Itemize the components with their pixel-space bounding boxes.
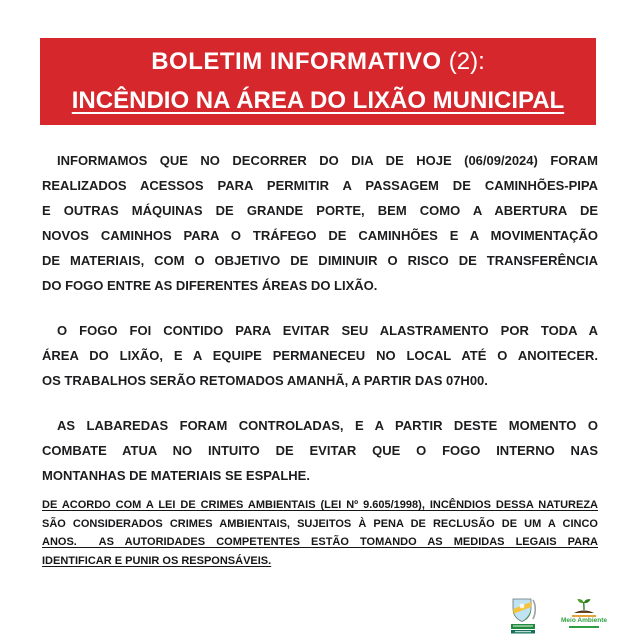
environment-logo — [561, 597, 607, 628]
sprout-icon — [571, 598, 597, 614]
body-line: OS TRABALHOS SERÃO RETOMADOS AMANHÃ, A PARTIR DAS 07H00. — [42, 373, 488, 388]
municipal-coat-of-arms-logo — [510, 597, 540, 634]
paragraph-1 — [42, 148, 598, 298]
legal-note — [42, 496, 598, 570]
body-line: DO FOGO ENTRE AS DIFERENTES ÁREAS DO LIXÃO. — [42, 278, 378, 293]
body-line: AS LABAREDAS FORAM CONTROLADAS, E A PARTIR DESTE MOMENTO O — [57, 418, 598, 433]
banner-title-main: BOLETIM INFORMATIVO — [151, 48, 442, 75]
legal-line: ANOS. AS AUTORIDADES COMPETENTES ESTÃO TOMANDO AS MEDIDAS LEGAIS PARA — [42, 536, 598, 548]
body-line: NOVOS CAMINHOS PARA O TRÁFEGO DE CAMINHÕES E A MOVIMENTAÇÃO — [42, 228, 598, 243]
body-line: E OUTRAS MÁQUINAS DE GRANDE PORTE, BEM COMO A ABERTURA DE — [42, 203, 598, 218]
legal-line: SÃO CONSIDERADOS CRIMES AMBIENTAIS, SUJEITOS À PENA DE RECLUSÃO DE UM A CINCO — [42, 517, 598, 530]
paragraph-2 — [42, 318, 598, 393]
paragraph-3 — [42, 413, 598, 488]
body-line: O FOGO FOI CONTIDO PARA EVITAR SEU ALASTRAMENTO POR TODA A — [57, 323, 598, 338]
footer-logos — [510, 597, 607, 634]
banner-title — [40, 43, 596, 81]
body-line: ÁREA DO LIXÃO, E A EQUIPE PERMANECEU NO LOCAL ATÉ O ANOITECER. — [42, 348, 598, 363]
banner-title-suffix: (2): — [448, 48, 485, 75]
banner-subtitle: INCÊNDIO NA ÁREA DO LIXÃO MUNICIPAL — [71, 87, 565, 114]
body-line: DE MATERIAIS, COM O OBJETIVO DE DIMINUIR O RISCO DE TRANSFERÊNCIA — [42, 253, 598, 268]
environment-logo-divider — [569, 626, 599, 628]
environment-logo-label: Meio Ambiente — [561, 617, 607, 624]
body-line: COMBATE ATUA NO INTUITO DE EVITAR QUE O FOGO INTERNO NAS — [42, 443, 598, 458]
body-line: REALIZADOS ACESSOS PARA PERMITIR A PASSAGEM DE CAMINHÕES-PIPA — [42, 178, 598, 193]
body-line: INFORMAMOS QUE NO DECORRER DO DIA DE HOJE (06/09/2024) FORAM — [57, 153, 598, 168]
legal-line: DE ACORDO COM A LEI DE CRIMES AMBIENTAIS (LEI Nº 9.605/1998), INCÊNDIOS DESSA NATUREZA — [42, 499, 598, 511]
body-line: MONTANHAS DE MATERIAIS SE ESPALHE. — [42, 468, 310, 483]
bulletin-banner — [40, 38, 596, 125]
bulletin-body — [42, 148, 598, 508]
legal-line: IDENTIFICAR E PUNIR OS RESPONSÁVEIS. — [42, 554, 272, 567]
